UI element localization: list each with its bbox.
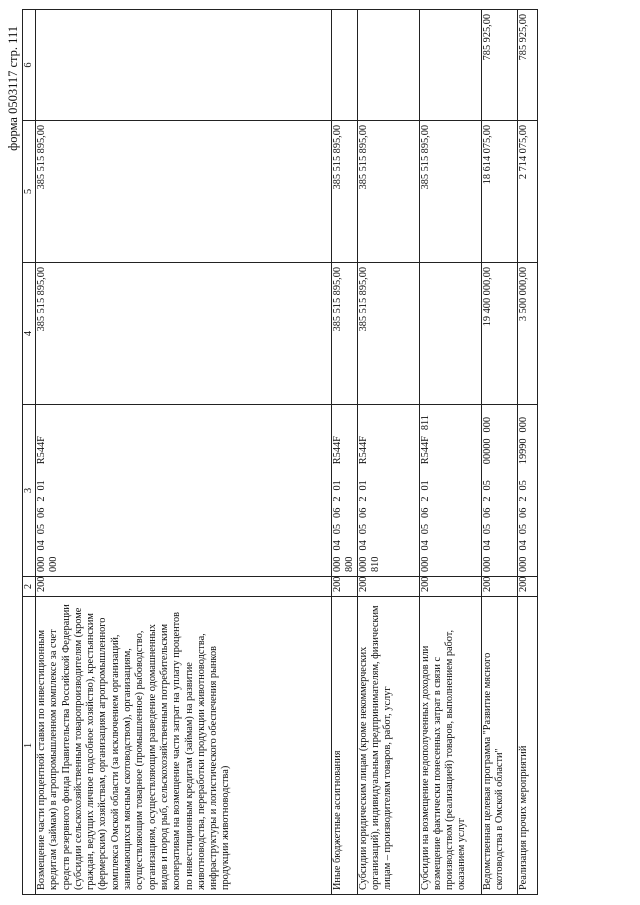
code-part: 04	[481, 540, 493, 551]
row-name: Реализация прочих мероприятий	[517, 597, 537, 895]
row-line-code: 200	[419, 577, 481, 597]
header-cell: 3	[23, 405, 36, 577]
code-part: R544F	[36, 436, 47, 465]
row-name: Иные бюджетные ассигнования	[332, 597, 358, 895]
code-part: 05	[517, 523, 529, 535]
code-part: 000	[517, 556, 529, 572]
row-unexecuted	[357, 10, 419, 121]
row-approved: 19 400 000,00	[481, 263, 517, 405]
row-unexecuted	[419, 10, 481, 121]
table-row	[419, 10, 481, 895]
code-part: 811	[419, 415, 431, 431]
header-cell: 1	[23, 597, 36, 895]
row-executed: 385 515 895,00	[357, 121, 419, 263]
row-unexecuted: 785 925,00	[481, 10, 517, 121]
table-row	[517, 10, 537, 895]
row-unexecuted	[36, 10, 332, 121]
code-part: 05	[332, 523, 343, 535]
code-part: 000	[517, 417, 529, 433]
code-part: 000	[48, 556, 60, 572]
code-part: 01	[419, 480, 431, 491]
row-name: Возмещение части процентной ставки по инвестиционным кредитам (займам) в агропромышленном комплексе за счет средств резервного фонда Правительства Российской Федерации (субсидии сельскохозяйственным товаропроизводителям (кроме граждан, ведущих личное подсобное хозяйство), крестьянским (фермерским) хозяйствам, организациям агропромышленного комплекса Омской области (за исключением организаций, занимающихся мясным скотоводством), организациям, осуществляющим товарное (промышленное) рыбоводство, организациям, осуществляющим разведение одомашненных видов и пород рыб, сельскохозяйственным потребительским кооперативам на возмещение части затрат на уплату процентов по инвестиционным кредитам (займам) на развитие животноводства, переработки продукции животноводства, инфраструктуры и логистического обеспечения рынков продукции животноводства)	[36, 597, 332, 895]
code-part: 06	[517, 507, 529, 518]
code-part: 04	[332, 540, 343, 551]
code-part: 000	[419, 556, 431, 572]
code-part: 06	[332, 507, 343, 518]
code-part: 05	[419, 523, 431, 535]
row-executed: 2 714 075,00	[517, 121, 537, 263]
table-row	[481, 10, 517, 895]
form-label: форма 0503117 стр. 111	[6, 26, 20, 151]
row-unexecuted: 785 925,00	[517, 10, 537, 121]
code-part: 000	[36, 556, 47, 572]
header-cell: 4	[23, 263, 36, 405]
row-line-code: 200	[332, 577, 358, 597]
row-approved	[419, 263, 481, 405]
code-part: 06	[419, 507, 431, 518]
code-part: 00000	[481, 438, 493, 465]
header-cell: 6	[23, 10, 36, 121]
code-part: 2	[36, 496, 47, 502]
code-part: 000	[481, 417, 493, 433]
code-part: 06	[36, 507, 47, 518]
row-name: Субсидии на возмещение недополученных доходов или возмещение фактически понесенных затрат в связи с производством (реализацией) товаров, выполнением работ, оказанием услуг	[419, 597, 481, 895]
header-cell: 5	[23, 121, 36, 263]
code-part: 000	[332, 556, 343, 572]
code-part: 04	[36, 540, 47, 551]
row-budget-code	[419, 405, 481, 577]
code-part: R544F	[357, 436, 369, 465]
code-part: 06	[357, 507, 369, 518]
code-part: 2	[481, 496, 493, 502]
code-part: 05	[36, 523, 47, 535]
report-table	[22, 9, 538, 895]
code-part: 2	[332, 496, 343, 502]
row-approved: 385 515 895,00	[332, 263, 358, 405]
code-part: R544F	[332, 436, 343, 465]
code-part: 000	[357, 556, 369, 572]
code-part: 04	[419, 540, 431, 551]
row-approved: 385 515 895,00	[357, 263, 419, 405]
row-budget-code	[332, 405, 358, 577]
table-row	[36, 10, 332, 895]
row-approved: 3 500 000,00	[517, 263, 537, 405]
code-part: 05	[357, 523, 369, 535]
code-part: 01	[357, 480, 369, 491]
code-part: 01	[332, 480, 343, 491]
code-part: 810	[369, 556, 381, 572]
row-executed: 385 515 895,00	[419, 121, 481, 263]
row-executed: 18 614 075,00	[481, 121, 517, 263]
code-part: 06	[481, 507, 493, 518]
code-part: 04	[357, 540, 369, 551]
code-part: 05	[481, 480, 493, 491]
code-part: 04	[517, 540, 529, 551]
row-name: Ведомственная целевая программа "Развитие мясного скотоводства в Омской области"	[481, 597, 517, 895]
table-row	[357, 10, 419, 895]
code-part: 05	[517, 480, 529, 491]
row-line-code: 200	[36, 577, 332, 597]
row-approved: 385 515 895,00	[36, 263, 332, 405]
code-part: 2	[517, 496, 529, 502]
row-line-code: 200	[517, 577, 537, 597]
code-part: 05	[481, 523, 493, 535]
code-part: 01	[36, 480, 47, 491]
row-name: Субсидии юридическим лицам (кроме некоммерческих организаций), индивидуальным предпринимателям, физическим лицам – производителям товаров, работ, услуг	[357, 597, 419, 895]
row-budget-code	[517, 405, 537, 577]
row-budget-code	[36, 405, 332, 577]
code-part: 2	[357, 496, 369, 502]
row-line-code: 200	[481, 577, 517, 597]
row-line-code: 200	[357, 577, 419, 597]
row-executed: 385 515 895,00	[36, 121, 332, 263]
row-budget-code	[357, 405, 419, 577]
header-cell: 2	[23, 577, 36, 597]
row-unexecuted	[332, 10, 358, 121]
code-part: 19990	[517, 438, 529, 465]
table-row	[332, 10, 358, 895]
code-part: 000	[481, 556, 493, 572]
header-row	[23, 10, 36, 895]
code-part: 800	[344, 556, 356, 572]
row-executed: 385 515 895,00	[332, 121, 358, 263]
row-budget-code	[481, 405, 517, 577]
code-part: R544F	[419, 436, 431, 465]
code-part: 2	[419, 496, 431, 502]
